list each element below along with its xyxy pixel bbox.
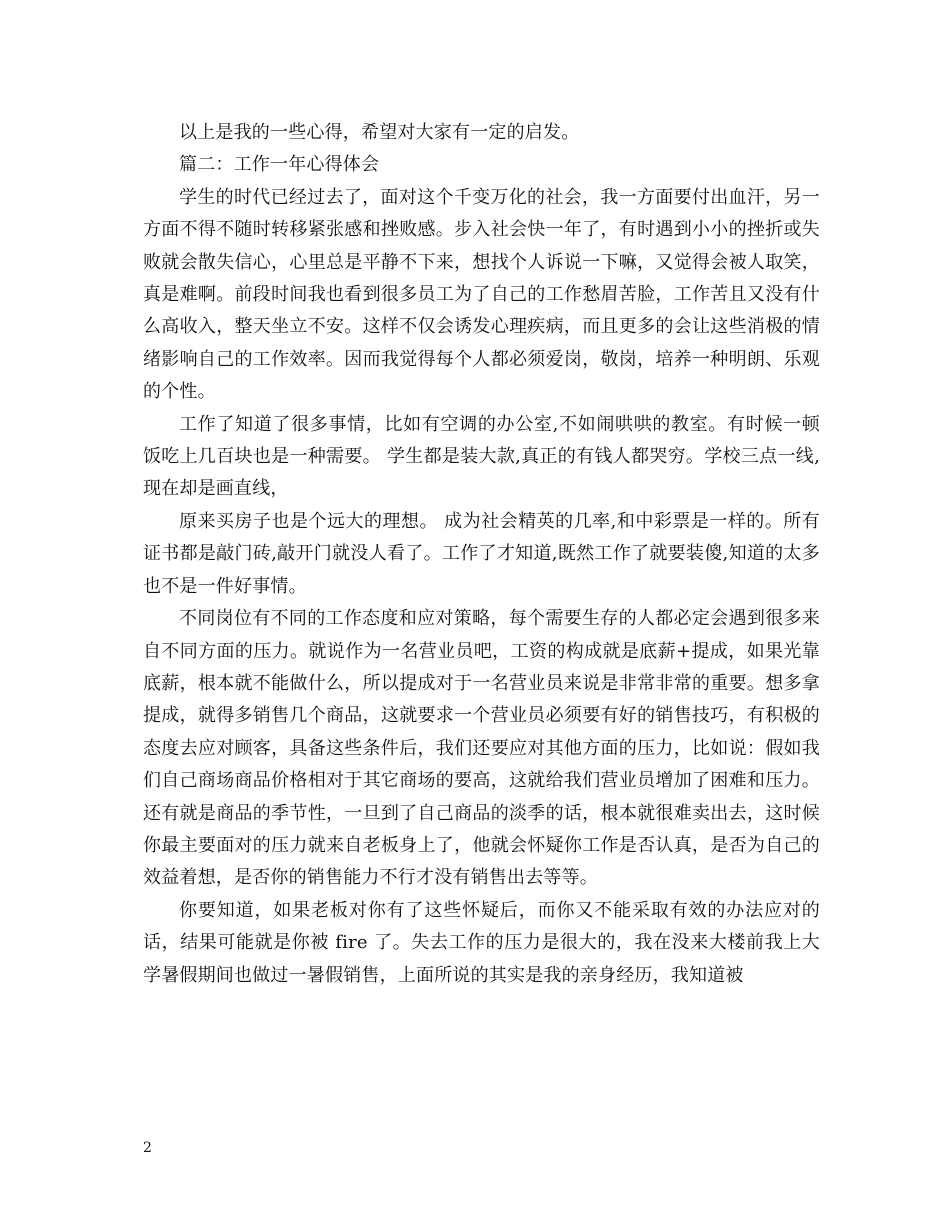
paragraph: 你要知道，如果老板对你有了这些怀疑后，而你又不能采取有效的办法应对的话，结果可能就是你被 fire 了。失去工作的压力是很大的，我在没来大楼前我上大学暑假期间也做过一暑假销售，上面所说的其实是我的亲身经历，我知道被	[143, 899, 820, 986]
paragraph: 学生的时代已经过去了，面对这个千变万化的社会，我一方面要付出血汗，另一方面不得不随时转移紧张感和挫败感。步入社会快一年了，有时遇到小小的挫折或失败就会散失信心，心里总是平静不下来，想找个人诉说一下嘛，又觉得会被人取笑，真是难啊。前段时间我也看到很多员工为了自己的工作愁眉苦脸，工作苦且又没有什么高收入，整天坐立不安。这样不仅会诱发心理疾病，而且更多的会让这些消极的情绪影响自己的工作效率。因而我觉得每个人都必须爱岗，敬岗，培养一种明朗、乐观的个性。	[143, 186, 820, 403]
section-heading: 篇二：工作一年心得体会	[179, 154, 380, 176]
page-number: 2	[143, 1140, 152, 1156]
paragraph: 工作了知道了很多事情，比如有空调的办公室,不如闹哄哄的教室。有时候一顿饭吃上几百块也是一种需要。 学生都是装大款,真正的有钱人都哭穷。学校三点一线,现在却是画直线，	[143, 413, 820, 500]
document-body	[143, 117, 820, 992]
paragraph-closing: 以上是我的一些心得，希望对大家有一定的启发。	[179, 122, 580, 143]
paragraph: 不同岗位有不同的工作态度和应对策略，每个需要生存的人都必定会遇到很多来自不同方面的压力。就说作为一名营业员吧，工资的构成就是底薪+提成，如果光靠底薪，根本就不能做什么，所以提成对于一名营业员来说是非常非常的重要。想多拿提成，就得多销售几个商品，这就要求一个营业员必须要有好的销售技巧，有积极的态度去应对顾客，具备这些条件后，我们还要应对其他方面的压力，比如说：假如我们自己商场商品价格相对于其它商场的要高，这就给我们营业员增加了困难和压力。还有就是商品的季节性，一旦到了自己商品的淡季的话，根本就很难卖出去，这时候你最主要面对的压力就来自老板身上了，他就会怀疑你工作是否认真，是否为自己的效益着想，是否你的销售能力不行才没有销售出去等等。	[143, 608, 820, 889]
paragraph: 原来买房子也是个远大的理想。 成为社会精英的几率,和中彩票是一样的。所有证书都是敲门砖,敲开门就没人看了。工作了才知道,既然工作了就要装傻,知道的太多也不是一件好事情。	[143, 510, 820, 597]
